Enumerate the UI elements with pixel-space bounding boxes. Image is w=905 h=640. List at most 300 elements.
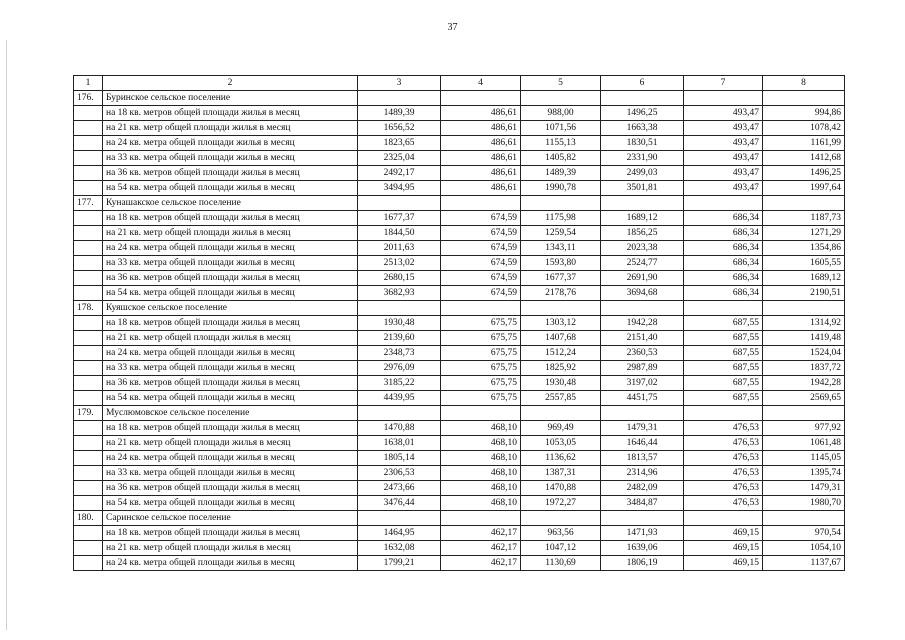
value-cell: 476,53 — [684, 481, 763, 496]
value-cell: 2139,60 — [358, 331, 441, 346]
table-row — [74, 211, 845, 226]
value-cell: 3476,44 — [358, 496, 441, 511]
value-cell: 493,47 — [684, 121, 763, 136]
value-cell: 1464,95 — [358, 526, 441, 541]
table-row — [74, 361, 845, 376]
value-cell: 1419,48 — [763, 331, 845, 346]
value-cell: 675,75 — [441, 376, 521, 391]
value-cell: 1303,12 — [521, 316, 601, 331]
empty-index-cell — [74, 271, 103, 286]
empty-cell — [601, 196, 684, 211]
table-row — [74, 466, 845, 481]
tariff-table — [73, 75, 845, 571]
value-cell: 469,15 — [684, 526, 763, 541]
settlement-header-row — [74, 301, 845, 316]
value-cell: 1524,04 — [763, 346, 845, 361]
empty-cell — [358, 406, 441, 421]
value-cell: 1942,28 — [763, 376, 845, 391]
settlement-header-row — [74, 196, 845, 211]
norm-description: на 36 кв. метров общей площади жилья в месяц — [103, 271, 358, 286]
value-cell: 1972,27 — [521, 496, 601, 511]
value-cell: 476,53 — [684, 496, 763, 511]
value-cell: 675,75 — [441, 391, 521, 406]
table-row — [74, 481, 845, 496]
value-cell: 2680,15 — [358, 271, 441, 286]
empty-index-cell — [74, 346, 103, 361]
value-cell: 1405,82 — [521, 151, 601, 166]
table-row — [74, 151, 845, 166]
value-cell: 970,54 — [763, 526, 845, 541]
value-cell: 2151,40 — [601, 331, 684, 346]
value-cell: 687,55 — [684, 331, 763, 346]
empty-index-cell — [74, 166, 103, 181]
header-cell: 7 — [684, 76, 763, 91]
value-cell: 1813,57 — [601, 451, 684, 466]
value-cell: 3494,95 — [358, 181, 441, 196]
value-cell: 486,61 — [441, 136, 521, 151]
value-cell: 1078,42 — [763, 121, 845, 136]
value-cell: 2513,02 — [358, 256, 441, 271]
value-cell: 1689,12 — [763, 271, 845, 286]
value-cell: 493,47 — [684, 106, 763, 121]
table-body — [74, 76, 845, 571]
table-row — [74, 121, 845, 136]
value-cell: 486,61 — [441, 121, 521, 136]
value-cell: 675,75 — [441, 361, 521, 376]
norm-description: на 24 кв. метра общей площади жилья в месяц — [103, 556, 358, 571]
value-cell: 3694,68 — [601, 286, 684, 301]
value-cell: 2499,03 — [601, 166, 684, 181]
empty-index-cell — [74, 436, 103, 451]
value-cell: 2482,09 — [601, 481, 684, 496]
header-cell: 4 — [441, 76, 521, 91]
norm-description: на 36 кв. метров общей площади жилья в месяц — [103, 481, 358, 496]
value-cell: 476,53 — [684, 466, 763, 481]
table-row — [74, 496, 845, 511]
empty-cell — [763, 91, 845, 106]
value-cell: 977,92 — [763, 421, 845, 436]
value-cell: 1677,37 — [358, 211, 441, 226]
table-row — [74, 136, 845, 151]
settlement-index: 177. — [74, 196, 103, 211]
settlement-name: Кунашакское сельское поселение — [103, 196, 358, 211]
settlement-name: Муслюмовское сельское поселение — [103, 406, 358, 421]
value-cell: 2314,96 — [601, 466, 684, 481]
value-cell: 1689,12 — [601, 211, 684, 226]
value-cell: 2524,77 — [601, 256, 684, 271]
value-cell: 468,10 — [441, 496, 521, 511]
value-cell: 1830,51 — [601, 136, 684, 151]
norm-description: на 36 кв. метров общей площади жилья в месяц — [103, 166, 358, 181]
value-cell: 1806,19 — [601, 556, 684, 571]
value-cell: 1990,78 — [521, 181, 601, 196]
norm-description: на 21 кв. метр общей площади жилья в месяц — [103, 541, 358, 556]
value-cell: 2306,53 — [358, 466, 441, 481]
value-cell: 3197,02 — [601, 376, 684, 391]
value-cell: 2023,38 — [601, 241, 684, 256]
header-cell: 2 — [103, 76, 358, 91]
value-cell: 2011,63 — [358, 241, 441, 256]
settlement-name: Саринское сельское поселение — [103, 511, 358, 526]
value-cell: 1470,88 — [521, 481, 601, 496]
value-cell: 1471,93 — [601, 526, 684, 541]
norm-description: на 18 кв. метров общей площади жилья в месяц — [103, 421, 358, 436]
norm-description: на 33 кв. метра общей площади жилья в месяц — [103, 256, 358, 271]
empty-index-cell — [74, 526, 103, 541]
table-row — [74, 391, 845, 406]
norm-description: на 21 кв. метр общей площади жилья в месяц — [103, 226, 358, 241]
norm-description: на 18 кв. метров общей площади жилья в месяц — [103, 211, 358, 226]
value-cell: 462,17 — [441, 556, 521, 571]
value-cell: 1137,67 — [763, 556, 845, 571]
settlement-name: Буринское сельское поселение — [103, 91, 358, 106]
value-cell: 674,59 — [441, 256, 521, 271]
value-cell: 1997,64 — [763, 181, 845, 196]
value-cell: 2976,09 — [358, 361, 441, 376]
value-cell: 686,34 — [684, 256, 763, 271]
table-row — [74, 241, 845, 256]
empty-index-cell — [74, 211, 103, 226]
value-cell: 2325,04 — [358, 151, 441, 166]
empty-cell — [763, 301, 845, 316]
value-cell: 1805,14 — [358, 451, 441, 466]
table-row — [74, 436, 845, 451]
norm-description: на 33 кв. метра общей площади жилья в месяц — [103, 361, 358, 376]
value-cell: 486,61 — [441, 166, 521, 181]
value-cell: 686,34 — [684, 226, 763, 241]
value-cell: 687,55 — [684, 346, 763, 361]
value-cell: 3484,87 — [601, 496, 684, 511]
empty-index-cell — [74, 481, 103, 496]
norm-description: на 24 кв. метра общей площади жилья в месяц — [103, 451, 358, 466]
norm-description: на 54 кв. метра общей площади жилья в месяц — [103, 181, 358, 196]
empty-cell — [358, 196, 441, 211]
norm-description: на 24 кв. метра общей площади жилья в месяц — [103, 136, 358, 151]
settlement-index: 176. — [74, 91, 103, 106]
norm-description: на 33 кв. метра общей площади жилья в месяц — [103, 466, 358, 481]
empty-index-cell — [74, 466, 103, 481]
value-cell: 1187,73 — [763, 211, 845, 226]
value-cell: 1837,72 — [763, 361, 845, 376]
value-cell: 674,59 — [441, 271, 521, 286]
empty-cell — [763, 511, 845, 526]
value-cell: 675,75 — [441, 346, 521, 361]
value-cell: 468,10 — [441, 481, 521, 496]
value-cell: 2492,17 — [358, 166, 441, 181]
value-cell: 1930,48 — [358, 316, 441, 331]
empty-index-cell — [74, 541, 103, 556]
value-cell: 1825,92 — [521, 361, 601, 376]
empty-index-cell — [74, 331, 103, 346]
value-cell: 2473,66 — [358, 481, 441, 496]
norm-description: на 24 кв. метра общей площади жилья в месяц — [103, 346, 358, 361]
norm-description: на 54 кв. метра общей площади жилья в месяц — [103, 496, 358, 511]
table-row — [74, 541, 845, 556]
value-cell: 2691,90 — [601, 271, 684, 286]
value-cell: 1047,12 — [521, 541, 601, 556]
scan-edge-line — [6, 40, 7, 630]
value-cell: 1412,68 — [763, 151, 845, 166]
value-cell: 462,17 — [441, 541, 521, 556]
page-number: 37 — [447, 22, 458, 33]
norm-description: на 54 кв. метра общей площади жилья в месяц — [103, 286, 358, 301]
value-cell: 1799,21 — [358, 556, 441, 571]
value-cell: 4451,75 — [601, 391, 684, 406]
table-row — [74, 526, 845, 541]
value-cell: 1054,10 — [763, 541, 845, 556]
value-cell: 493,47 — [684, 181, 763, 196]
value-cell: 468,10 — [441, 451, 521, 466]
value-cell: 687,55 — [684, 361, 763, 376]
table-row — [74, 451, 845, 466]
value-cell: 1489,39 — [521, 166, 601, 181]
empty-cell — [441, 406, 521, 421]
empty-cell — [521, 196, 601, 211]
value-cell: 686,34 — [684, 271, 763, 286]
value-cell: 1161,99 — [763, 136, 845, 151]
norm-description: на 36 кв. метров общей площади жилья в месяц — [103, 376, 358, 391]
empty-cell — [763, 196, 845, 211]
value-cell: 1823,65 — [358, 136, 441, 151]
table-row — [74, 256, 845, 271]
value-cell: 493,47 — [684, 136, 763, 151]
empty-index-cell — [74, 256, 103, 271]
value-cell: 1656,52 — [358, 121, 441, 136]
empty-cell — [601, 301, 684, 316]
value-cell: 2557,85 — [521, 391, 601, 406]
empty-cell — [521, 406, 601, 421]
empty-cell — [521, 91, 601, 106]
empty-index-cell — [74, 106, 103, 121]
value-cell: 486,61 — [441, 106, 521, 121]
value-cell: 674,59 — [441, 226, 521, 241]
norm-description: на 24 кв. метра общей площади жилья в месяц — [103, 241, 358, 256]
table-row — [74, 421, 845, 436]
value-cell: 687,55 — [684, 316, 763, 331]
header-cell: 8 — [763, 76, 845, 91]
value-cell: 1496,25 — [763, 166, 845, 181]
table-row — [74, 286, 845, 301]
value-cell: 1930,48 — [521, 376, 601, 391]
value-cell: 1136,62 — [521, 451, 601, 466]
value-cell: 469,15 — [684, 556, 763, 571]
empty-index-cell — [74, 286, 103, 301]
value-cell: 1155,13 — [521, 136, 601, 151]
empty-cell — [684, 406, 763, 421]
table-row — [74, 331, 845, 346]
table-row — [74, 556, 845, 571]
value-cell: 1677,37 — [521, 271, 601, 286]
value-cell: 1479,31 — [601, 421, 684, 436]
value-cell: 1175,98 — [521, 211, 601, 226]
value-cell: 686,34 — [684, 211, 763, 226]
empty-cell — [441, 511, 521, 526]
value-cell: 674,59 — [441, 211, 521, 226]
empty-cell — [684, 301, 763, 316]
norm-description: на 18 кв. метров общей площади жилья в месяц — [103, 526, 358, 541]
value-cell: 686,34 — [684, 241, 763, 256]
value-cell: 1354,86 — [763, 241, 845, 256]
settlement-index: 180. — [74, 511, 103, 526]
empty-index-cell — [74, 556, 103, 571]
table-row — [74, 271, 845, 286]
empty-index-cell — [74, 241, 103, 256]
value-cell: 1646,44 — [601, 436, 684, 451]
norm-description: на 21 кв. метр общей площади жилья в месяц — [103, 436, 358, 451]
empty-cell — [684, 91, 763, 106]
value-cell: 3185,22 — [358, 376, 441, 391]
empty-cell — [441, 91, 521, 106]
value-cell: 1130,69 — [521, 556, 601, 571]
value-cell: 468,10 — [441, 421, 521, 436]
value-cell: 674,59 — [441, 286, 521, 301]
value-cell: 1479,31 — [763, 481, 845, 496]
value-cell: 462,17 — [441, 526, 521, 541]
norm-description: на 18 кв. метров общей площади жилья в месяц — [103, 316, 358, 331]
table-row — [74, 166, 845, 181]
empty-cell — [763, 406, 845, 421]
header-cell: 5 — [521, 76, 601, 91]
value-cell: 2569,65 — [763, 391, 845, 406]
value-cell: 486,61 — [441, 151, 521, 166]
value-cell: 963,56 — [521, 526, 601, 541]
table-row — [74, 226, 845, 241]
value-cell: 1271,29 — [763, 226, 845, 241]
empty-cell — [358, 301, 441, 316]
empty-cell — [684, 196, 763, 211]
value-cell: 493,47 — [684, 151, 763, 166]
settlement-name: Куяшское сельское поселение — [103, 301, 358, 316]
norm-description: на 33 кв. метра общей площади жилья в месяц — [103, 151, 358, 166]
value-cell: 1145,05 — [763, 451, 845, 466]
settlement-header-row — [74, 511, 845, 526]
table-row — [74, 346, 845, 361]
value-cell: 675,75 — [441, 316, 521, 331]
empty-index-cell — [74, 376, 103, 391]
empty-index-cell — [74, 181, 103, 196]
value-cell: 988,00 — [521, 106, 601, 121]
value-cell: 1942,28 — [601, 316, 684, 331]
value-cell: 493,47 — [684, 166, 763, 181]
value-cell: 3501,81 — [601, 181, 684, 196]
empty-cell — [601, 511, 684, 526]
norm-description: на 18 кв. метров общей площади жилья в месяц — [103, 106, 358, 121]
header-cell: 1 — [74, 76, 103, 91]
empty-index-cell — [74, 391, 103, 406]
value-cell: 2331,90 — [601, 151, 684, 166]
value-cell: 1632,08 — [358, 541, 441, 556]
empty-cell — [358, 91, 441, 106]
value-cell: 476,53 — [684, 421, 763, 436]
value-cell: 1638,01 — [358, 436, 441, 451]
value-cell: 1496,25 — [601, 106, 684, 121]
settlement-header-row — [74, 406, 845, 421]
value-cell: 969,49 — [521, 421, 601, 436]
value-cell: 1470,88 — [358, 421, 441, 436]
value-cell: 1053,05 — [521, 436, 601, 451]
empty-cell — [684, 511, 763, 526]
value-cell: 2348,73 — [358, 346, 441, 361]
value-cell: 1844,50 — [358, 226, 441, 241]
value-cell: 1061,48 — [763, 436, 845, 451]
value-cell: 476,53 — [684, 451, 763, 466]
value-cell: 1663,38 — [601, 121, 684, 136]
settlement-index: 179. — [74, 406, 103, 421]
value-cell: 476,53 — [684, 436, 763, 451]
value-cell: 2190,51 — [763, 286, 845, 301]
empty-cell — [441, 301, 521, 316]
value-cell: 1512,24 — [521, 346, 601, 361]
value-cell: 994,86 — [763, 106, 845, 121]
empty-index-cell — [74, 361, 103, 376]
empty-index-cell — [74, 121, 103, 136]
norm-description: на 21 кв. метр общей площади жилья в месяц — [103, 121, 358, 136]
table-row — [74, 181, 845, 196]
value-cell: 1387,31 — [521, 466, 601, 481]
settlement-header-row — [74, 91, 845, 106]
value-cell: 675,75 — [441, 331, 521, 346]
empty-index-cell — [74, 316, 103, 331]
norm-description: на 21 кв. метр общей площади жилья в месяц — [103, 331, 358, 346]
norm-description: на 54 кв. метра общей площади жилья в месяц — [103, 391, 358, 406]
empty-cell — [601, 406, 684, 421]
table-row — [74, 106, 845, 121]
value-cell: 2360,53 — [601, 346, 684, 361]
value-cell: 1395,74 — [763, 466, 845, 481]
value-cell: 1605,55 — [763, 256, 845, 271]
value-cell: 1980,70 — [763, 496, 845, 511]
empty-index-cell — [74, 136, 103, 151]
table-row — [74, 376, 845, 391]
value-cell: 686,34 — [684, 286, 763, 301]
value-cell: 469,15 — [684, 541, 763, 556]
column-number-row — [74, 76, 845, 91]
value-cell: 486,61 — [441, 181, 521, 196]
value-cell: 1489,39 — [358, 106, 441, 121]
empty-index-cell — [74, 151, 103, 166]
value-cell: 674,59 — [441, 241, 521, 256]
empty-cell — [601, 91, 684, 106]
empty-index-cell — [74, 451, 103, 466]
value-cell: 2987,89 — [601, 361, 684, 376]
empty-index-cell — [74, 421, 103, 436]
value-cell: 1407,68 — [521, 331, 601, 346]
empty-cell — [521, 511, 601, 526]
value-cell: 4439,95 — [358, 391, 441, 406]
empty-cell — [441, 196, 521, 211]
value-cell: 1071,56 — [521, 121, 601, 136]
value-cell: 687,55 — [684, 376, 763, 391]
header-cell: 3 — [358, 76, 441, 91]
value-cell: 687,55 — [684, 391, 763, 406]
value-cell: 3682,93 — [358, 286, 441, 301]
value-cell: 1639,06 — [601, 541, 684, 556]
value-cell: 1314,92 — [763, 316, 845, 331]
value-cell: 468,10 — [441, 466, 521, 481]
settlement-index: 178. — [74, 301, 103, 316]
value-cell: 1343,11 — [521, 241, 601, 256]
value-cell: 468,10 — [441, 436, 521, 451]
value-cell: 1856,25 — [601, 226, 684, 241]
value-cell: 2178,76 — [521, 286, 601, 301]
table-row — [74, 316, 845, 331]
header-cell: 6 — [601, 76, 684, 91]
empty-cell — [521, 301, 601, 316]
empty-index-cell — [74, 496, 103, 511]
empty-cell — [358, 511, 441, 526]
value-cell: 1259,54 — [521, 226, 601, 241]
value-cell: 1593,80 — [521, 256, 601, 271]
